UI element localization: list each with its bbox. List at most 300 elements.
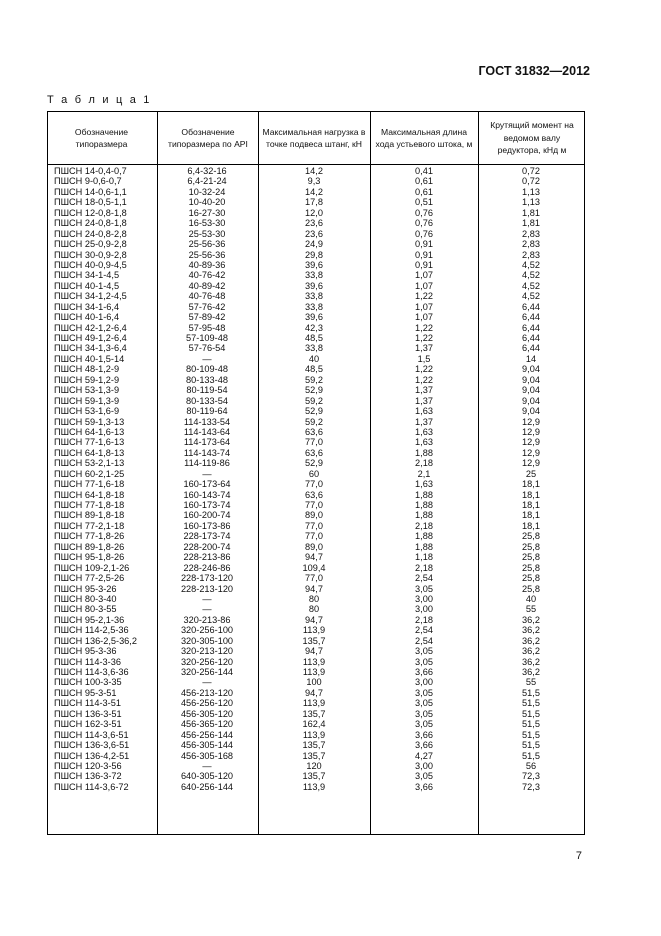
- torque-cell: 14: [525, 353, 537, 364]
- table-row: [48, 312, 584, 322]
- api-designation-cell: 228-213-86: [183, 552, 231, 563]
- max-load-cell: 94,7: [305, 687, 323, 698]
- table-row: [48, 417, 584, 427]
- max-load-cell: 94,7: [305, 552, 323, 563]
- table-row: [48, 385, 584, 395]
- max-load-cell: 135,7: [302, 750, 326, 761]
- max-stroke-cell: 1,63: [415, 406, 433, 417]
- torque-cell: 25,8: [522, 573, 540, 584]
- table-header: [48, 112, 584, 165]
- api-designation-cell: 640-305-120: [180, 771, 234, 782]
- torque-cell: 2,83: [522, 249, 540, 260]
- api-designation-cell: 6,4-32-16: [187, 166, 227, 176]
- api-designation-cell: 160-173-64: [183, 479, 231, 490]
- table-row: [48, 176, 584, 186]
- table-body: [48, 166, 584, 792]
- api-designation-cell: 25-56-36: [188, 249, 226, 260]
- table-row: [48, 646, 584, 656]
- table-row: [48, 657, 584, 667]
- max-load-cell: 12,0: [305, 207, 323, 218]
- max-stroke-cell: 2,54: [415, 573, 433, 584]
- api-designation-cell: 25-56-36: [188, 239, 226, 250]
- designation-cell: ПШСН 89-1,8-18: [54, 510, 125, 521]
- column-header-torque: Крутящий момент на ведомом валу редуктора, кНд м: [490, 120, 574, 156]
- api-designation-cell: —: [202, 677, 212, 688]
- max-stroke-cell: 1,22: [415, 322, 433, 333]
- designation-cell: ПШСН 77-1,6-13: [54, 437, 125, 448]
- max-stroke-cell: 1,63: [415, 479, 433, 490]
- max-stroke-cell: 1,88: [415, 510, 433, 521]
- designation-cell: ПШСН 89-1,8-26: [54, 541, 125, 552]
- table-row: [48, 333, 584, 343]
- designation-cell: ПШСН 48-1,2-9: [54, 364, 120, 375]
- api-designation-cell: 456-305-144: [180, 740, 234, 751]
- designation-cell: ПШСН 59-1,2-9: [54, 374, 120, 385]
- table-row: [48, 636, 584, 646]
- api-designation-cell: 10-40-20: [188, 197, 226, 208]
- max-load-cell: 113,9: [302, 625, 326, 636]
- api-designation-cell: 228-173-74: [183, 531, 231, 542]
- max-stroke-cell: 1,37: [415, 395, 433, 406]
- torque-cell: 25: [525, 468, 537, 479]
- table-row: [48, 761, 584, 771]
- max-load-cell: 77,0: [305, 531, 323, 542]
- max-stroke-cell: 0,61: [415, 176, 433, 187]
- torque-cell: 12,9: [522, 426, 540, 437]
- max-stroke-cell: 3,66: [415, 781, 433, 792]
- designation-cell: ПШСН 24-0,8-2,8: [54, 228, 127, 239]
- torque-cell: 1,81: [522, 218, 540, 229]
- table-row: [48, 625, 584, 635]
- designation-cell: ПШСН 59-1,3-9: [54, 395, 120, 406]
- max-stroke-cell: 0,91: [415, 249, 433, 260]
- torque-cell: 40: [525, 593, 537, 604]
- torque-cell: 1,13: [522, 186, 540, 197]
- torque-cell: 36,2: [522, 656, 540, 667]
- max-load-cell: 59,2: [305, 395, 323, 406]
- max-load-cell: 33,8: [305, 291, 323, 302]
- api-designation-cell: 456-305-120: [180, 708, 234, 719]
- table-row: [48, 396, 584, 406]
- designation-cell: ПШСН 25-0,9-2,8: [54, 239, 127, 250]
- max-stroke-cell: 2,18: [415, 520, 433, 531]
- max-load-cell: 33,8: [305, 270, 323, 281]
- max-load-cell: 135,7: [302, 708, 326, 719]
- table-row: [48, 197, 584, 207]
- api-designation-cell: 456-213-120: [180, 687, 234, 698]
- max-load-cell: 80: [308, 593, 320, 604]
- table-row: [48, 281, 584, 291]
- api-designation-cell: 57-76-54: [188, 343, 226, 354]
- designation-cell: ПШСН 77-1,6-18: [54, 479, 125, 490]
- api-designation-cell: 40-76-48: [188, 291, 226, 302]
- api-designation-cell: 114-133-54: [183, 416, 231, 427]
- torque-cell: 6,44: [522, 322, 540, 333]
- torque-cell: 6,44: [522, 333, 540, 343]
- table-row: [48, 343, 584, 353]
- api-designation-cell: 320-256-100: [180, 625, 234, 636]
- max-stroke-cell: 1,88: [415, 489, 433, 500]
- max-stroke-cell: 1,22: [415, 364, 433, 375]
- api-designation-cell: 25-53-30: [188, 228, 226, 239]
- api-designation-cell: 160-143-74: [183, 489, 231, 500]
- torque-cell: 6,44: [522, 301, 540, 312]
- max-stroke-cell: 1,07: [415, 301, 433, 312]
- torque-cell: 4,52: [522, 280, 540, 291]
- max-stroke-cell: 3,05: [415, 656, 433, 667]
- torque-cell: 9,04: [522, 364, 540, 375]
- max-stroke-cell: 3,00: [415, 593, 433, 604]
- max-stroke-cell: 2,18: [415, 614, 433, 625]
- table-row: [48, 302, 584, 312]
- torque-cell: 25,8: [522, 541, 540, 552]
- max-stroke-cell: 0,91: [415, 239, 433, 250]
- max-load-cell: 113,9: [302, 667, 326, 677]
- max-load-cell: 77,0: [305, 573, 323, 584]
- designation-cell: ПШСН 42-1,2-6,4: [54, 322, 127, 333]
- torque-cell: 9,04: [522, 374, 540, 385]
- designation-cell: ПШСН 40-1,5-14: [54, 353, 125, 364]
- max-stroke-cell: 2,1: [417, 468, 431, 479]
- designation-cell: ПШСН 136-3-51: [54, 708, 122, 719]
- max-load-cell: 39,6: [305, 312, 323, 323]
- torque-cell: 18,1: [522, 520, 540, 531]
- api-designation-cell: 228-246-86: [183, 562, 231, 573]
- designation-cell: ПШСН 100-3-35: [54, 677, 122, 688]
- max-load-cell: 52,9: [305, 458, 323, 469]
- table-row: [48, 500, 584, 510]
- max-load-cell: 89,0: [305, 510, 323, 521]
- torque-cell: 18,1: [522, 489, 540, 500]
- designation-cell: ПШСН 53-1,3-9: [54, 385, 120, 396]
- designation-cell: ПШСН 114-3,6-72: [54, 781, 129, 792]
- torque-cell: 18,1: [522, 479, 540, 490]
- designation-cell: ПШСН 114-2,5-36: [54, 625, 129, 636]
- max-stroke-cell: 2,18: [415, 562, 433, 573]
- api-designation-cell: 114-143-74: [183, 447, 231, 458]
- api-designation-cell: 456-256-144: [180, 729, 234, 740]
- torque-cell: 9,04: [522, 395, 540, 406]
- max-stroke-cell: 0,91: [415, 259, 433, 270]
- api-designation-cell: 40-89-36: [188, 259, 226, 270]
- api-designation-cell: 57-76-42: [188, 301, 226, 312]
- max-load-cell: 94,7: [305, 646, 323, 657]
- max-stroke-cell: 3,66: [415, 729, 433, 740]
- max-stroke-cell: 0,76: [415, 207, 433, 218]
- designation-cell: ПШСН 12-0,8-1,8: [54, 207, 127, 218]
- torque-cell: 56: [525, 760, 537, 771]
- max-load-cell: 40: [308, 353, 320, 364]
- standard-number: ГОСТ 31832—2012: [478, 64, 590, 78]
- max-stroke-cell: 0,76: [415, 218, 433, 229]
- max-load-cell: 77,0: [305, 520, 323, 531]
- table-row: [48, 448, 584, 458]
- torque-cell: 12,9: [522, 447, 540, 458]
- table-row: [48, 771, 584, 781]
- designation-cell: ПШСН 136-4,2-51: [54, 750, 130, 761]
- designation-cell: ПШСН 59-1,3-13: [54, 416, 125, 427]
- designation-cell: ПШСН 77-1,8-26: [54, 531, 125, 542]
- designation-cell: ПШСН 9-0,6-0,7: [54, 176, 122, 187]
- api-designation-cell: 456-305-168: [180, 750, 234, 761]
- data-table: [47, 111, 585, 835]
- table-row: [48, 218, 584, 228]
- max-load-cell: 113,9: [302, 781, 326, 792]
- api-designation-cell: 16-53-30: [188, 218, 226, 229]
- torque-cell: 6,44: [522, 312, 540, 323]
- api-designation-cell: 10-32-24: [188, 186, 226, 197]
- table-row: [48, 688, 584, 698]
- table-row: [48, 594, 584, 604]
- max-stroke-cell: 1,22: [415, 374, 433, 385]
- designation-cell: ПШСН 136-2,5-36,2: [54, 635, 137, 646]
- max-stroke-cell: 3,66: [415, 667, 433, 677]
- torque-cell: 0,72: [522, 176, 540, 187]
- designation-cell: ПШСН 136-3-72: [54, 771, 122, 782]
- api-designation-cell: 80-133-54: [186, 395, 228, 406]
- max-load-cell: 23,6: [305, 218, 323, 229]
- designation-cell: ПШСН 53-2,1-13: [54, 458, 125, 469]
- designation-cell: ПШСН 49-1,2-6,4: [54, 333, 127, 343]
- api-designation-cell: —: [202, 353, 212, 364]
- max-load-cell: 59,2: [305, 374, 323, 385]
- table-row: [48, 490, 584, 500]
- table-row: [48, 229, 584, 239]
- api-designation-cell: 57-89-42: [188, 312, 226, 323]
- torque-cell: 25,8: [522, 583, 540, 594]
- max-load-cell: 42,3: [305, 322, 323, 333]
- api-designation-cell: 228-213-120: [180, 583, 234, 594]
- table-row: [48, 208, 584, 218]
- api-designation-cell: —: [202, 604, 212, 615]
- designation-cell: ПШСН 34-1,3-6,4: [54, 343, 127, 354]
- designation-cell: ПШСН 114-3,6-36: [54, 667, 129, 677]
- max-load-cell: 135,7: [302, 635, 326, 646]
- table-row: [48, 584, 584, 594]
- api-designation-cell: 228-173-120: [180, 573, 234, 584]
- api-designation-cell: 6,4-21-24: [187, 176, 227, 187]
- column-header-designation: Обозначение типоразмера: [74, 126, 129, 149]
- max-load-cell: 63,6: [305, 489, 323, 500]
- api-designation-cell: 114-143-64: [183, 426, 231, 437]
- designation-cell: ПШСН 95-3-36: [54, 646, 117, 657]
- designation-cell: ПШСН 109-2,1-26: [54, 562, 130, 573]
- torque-cell: 51,5: [522, 708, 540, 719]
- max-load-cell: 113,9: [302, 698, 326, 709]
- api-designation-cell: 114-173-64: [183, 437, 231, 448]
- max-load-cell: 63,6: [305, 447, 323, 458]
- max-load-cell: 63,6: [305, 426, 323, 437]
- max-stroke-cell: 4,27: [415, 750, 433, 761]
- max-stroke-cell: 1,88: [415, 447, 433, 458]
- torque-cell: 4,52: [522, 270, 540, 281]
- max-stroke-cell: 1,07: [415, 270, 433, 281]
- table-row: [48, 437, 584, 447]
- max-load-cell: 135,7: [302, 771, 326, 782]
- api-designation-cell: 320-213-120: [180, 646, 234, 657]
- designation-cell: ПШСН 14-0,6-1,1: [54, 186, 127, 197]
- max-load-cell: 52,9: [305, 406, 323, 417]
- torque-cell: 18,1: [522, 510, 540, 521]
- api-designation-cell: 114-119-86: [184, 458, 230, 469]
- max-stroke-cell: 3,66: [415, 740, 433, 751]
- max-load-cell: 48,5: [305, 333, 323, 343]
- table-row: [48, 615, 584, 625]
- api-designation-cell: 160-200-74: [183, 510, 231, 521]
- torque-cell: 2,83: [522, 239, 540, 250]
- table-row: [48, 250, 584, 260]
- table-row: [48, 187, 584, 197]
- max-stroke-cell: 3,05: [415, 583, 433, 594]
- max-stroke-cell: 3,05: [415, 687, 433, 698]
- table-label: Т а б л и ц а 1: [47, 94, 152, 106]
- torque-cell: 9,04: [522, 406, 540, 417]
- table-row: [48, 751, 584, 761]
- torque-cell: 55: [525, 677, 537, 688]
- table-row: [48, 270, 584, 280]
- designation-cell: ПШСН 64-1,8-13: [54, 447, 125, 458]
- table-row: [48, 719, 584, 729]
- designation-cell: ПШСН 40-0,9-4,5: [54, 259, 127, 270]
- designation-cell: ПШСН 18-0,5-1,1: [54, 197, 127, 208]
- designation-cell: ПШСН 34-1-6,4: [54, 301, 120, 312]
- api-designation-cell: —: [202, 760, 212, 771]
- torque-cell: 36,2: [522, 625, 540, 636]
- table-row: [48, 531, 584, 541]
- max-load-cell: 120: [306, 760, 322, 771]
- max-load-cell: 100: [306, 677, 322, 688]
- api-designation-cell: 320-213-86: [183, 614, 231, 625]
- max-load-cell: 162,4: [302, 719, 326, 730]
- max-stroke-cell: 1,37: [415, 416, 433, 427]
- api-designation-cell: 320-305-100: [180, 635, 234, 646]
- max-stroke-cell: 3,05: [415, 771, 433, 782]
- designation-cell: ПШСН 64-1,8-18: [54, 489, 125, 500]
- designation-cell: ПШСН 80-3-55: [54, 604, 117, 615]
- table-row: [48, 239, 584, 249]
- max-stroke-cell: 3,00: [415, 604, 433, 615]
- api-designation-cell: —: [202, 593, 212, 604]
- api-designation-cell: —: [202, 468, 212, 479]
- torque-cell: 4,52: [522, 259, 540, 270]
- api-designation-cell: 80-119-54: [186, 385, 228, 396]
- torque-cell: 9,04: [522, 385, 540, 396]
- designation-cell: ПШСН 80-3-40: [54, 593, 117, 604]
- max-load-cell: 113,9: [302, 729, 326, 740]
- max-stroke-cell: 1,07: [415, 312, 433, 323]
- api-designation-cell: 80-133-48: [186, 374, 228, 385]
- table-row: [48, 677, 584, 687]
- api-designation-cell: 320-256-144: [180, 667, 234, 677]
- torque-cell: 55: [525, 604, 537, 615]
- max-load-cell: 77,0: [305, 500, 323, 510]
- max-load-cell: 94,7: [305, 614, 323, 625]
- api-designation-cell: 228-200-74: [183, 541, 231, 552]
- max-stroke-cell: 1,22: [415, 333, 433, 343]
- table-row: [48, 510, 584, 520]
- table-row: [48, 542, 584, 552]
- api-designation-cell: 80-119-64: [186, 406, 228, 417]
- page-number: 7: [575, 850, 582, 862]
- table-row: [48, 782, 584, 792]
- torque-cell: 51,5: [522, 740, 540, 751]
- api-designation-cell: 160-173-86: [183, 520, 231, 531]
- max-stroke-cell: 0,61: [415, 186, 433, 197]
- table-row: [48, 479, 584, 489]
- table-row: [48, 573, 584, 583]
- torque-cell: 12,9: [522, 458, 540, 469]
- max-load-cell: 39,6: [305, 280, 323, 291]
- torque-cell: 2,83: [522, 228, 540, 239]
- torque-cell: 4,52: [522, 291, 540, 302]
- torque-cell: 12,9: [522, 416, 540, 427]
- designation-cell: ПШСН 34-1-4,5: [54, 270, 120, 281]
- max-stroke-cell: 1,22: [415, 291, 433, 302]
- max-load-cell: 33,8: [305, 343, 323, 354]
- torque-cell: 6,44: [522, 343, 540, 354]
- max-stroke-cell: 0,76: [415, 228, 433, 239]
- torque-cell: 25,8: [522, 552, 540, 563]
- table-row: [48, 740, 584, 750]
- designation-cell: ПШСН 162-3-51: [54, 719, 122, 730]
- max-load-cell: 14,2: [305, 186, 323, 197]
- torque-cell: 51,5: [522, 729, 540, 740]
- max-stroke-cell: 1,18: [415, 552, 433, 563]
- table-row: [48, 604, 584, 614]
- torque-cell: 51,5: [522, 750, 540, 761]
- table-row: [48, 291, 584, 301]
- table-row: [48, 521, 584, 531]
- max-stroke-cell: 0,51: [415, 197, 433, 208]
- torque-cell: 72,3: [522, 781, 540, 792]
- designation-cell: ПШСН 30-0,9-2,8: [54, 249, 127, 260]
- designation-cell: ПШСН 95-2,1-36: [54, 614, 125, 625]
- max-stroke-cell: 2,18: [415, 458, 433, 469]
- max-load-cell: 77,0: [305, 479, 323, 490]
- torque-cell: 1,13: [522, 197, 540, 208]
- designation-cell: ПШСН 24-0,8-1,8: [54, 218, 127, 229]
- torque-cell: 51,5: [522, 698, 540, 709]
- table-row: [48, 375, 584, 385]
- torque-cell: 36,2: [522, 667, 540, 677]
- table-row: [48, 667, 584, 677]
- torque-cell: 51,5: [522, 687, 540, 698]
- designation-cell: ПШСН 114-3-51: [54, 698, 121, 709]
- api-designation-cell: 320-256-120: [180, 656, 234, 667]
- torque-cell: 36,2: [522, 635, 540, 646]
- max-load-cell: 113,9: [302, 656, 326, 667]
- designation-cell: ПШСН 40-1-6,4: [54, 312, 120, 323]
- api-designation-cell: 80-109-48: [186, 364, 228, 375]
- max-stroke-cell: 3,00: [415, 677, 433, 688]
- table-row: [48, 563, 584, 573]
- max-load-cell: 23,6: [305, 228, 323, 239]
- torque-cell: 12,9: [522, 437, 540, 448]
- column-header-api-designation: Обозначение типоразмера по API: [168, 126, 248, 149]
- table-row: [48, 698, 584, 708]
- max-stroke-cell: 3,05: [415, 719, 433, 730]
- api-designation-cell: 40-76-42: [188, 270, 226, 281]
- designation-cell: ПШСН 114-3,6-51: [54, 729, 129, 740]
- designation-cell: ПШСН 95-3-26: [54, 583, 117, 594]
- max-load-cell: 39,6: [305, 259, 323, 270]
- table-row: [48, 469, 584, 479]
- api-designation-cell: 456-365-120: [180, 719, 234, 730]
- max-stroke-cell: 3,05: [415, 646, 433, 657]
- designation-cell: ПШСН 77-1,8-18: [54, 500, 125, 510]
- max-stroke-cell: 2,54: [415, 625, 433, 636]
- torque-cell: 25,8: [522, 562, 540, 573]
